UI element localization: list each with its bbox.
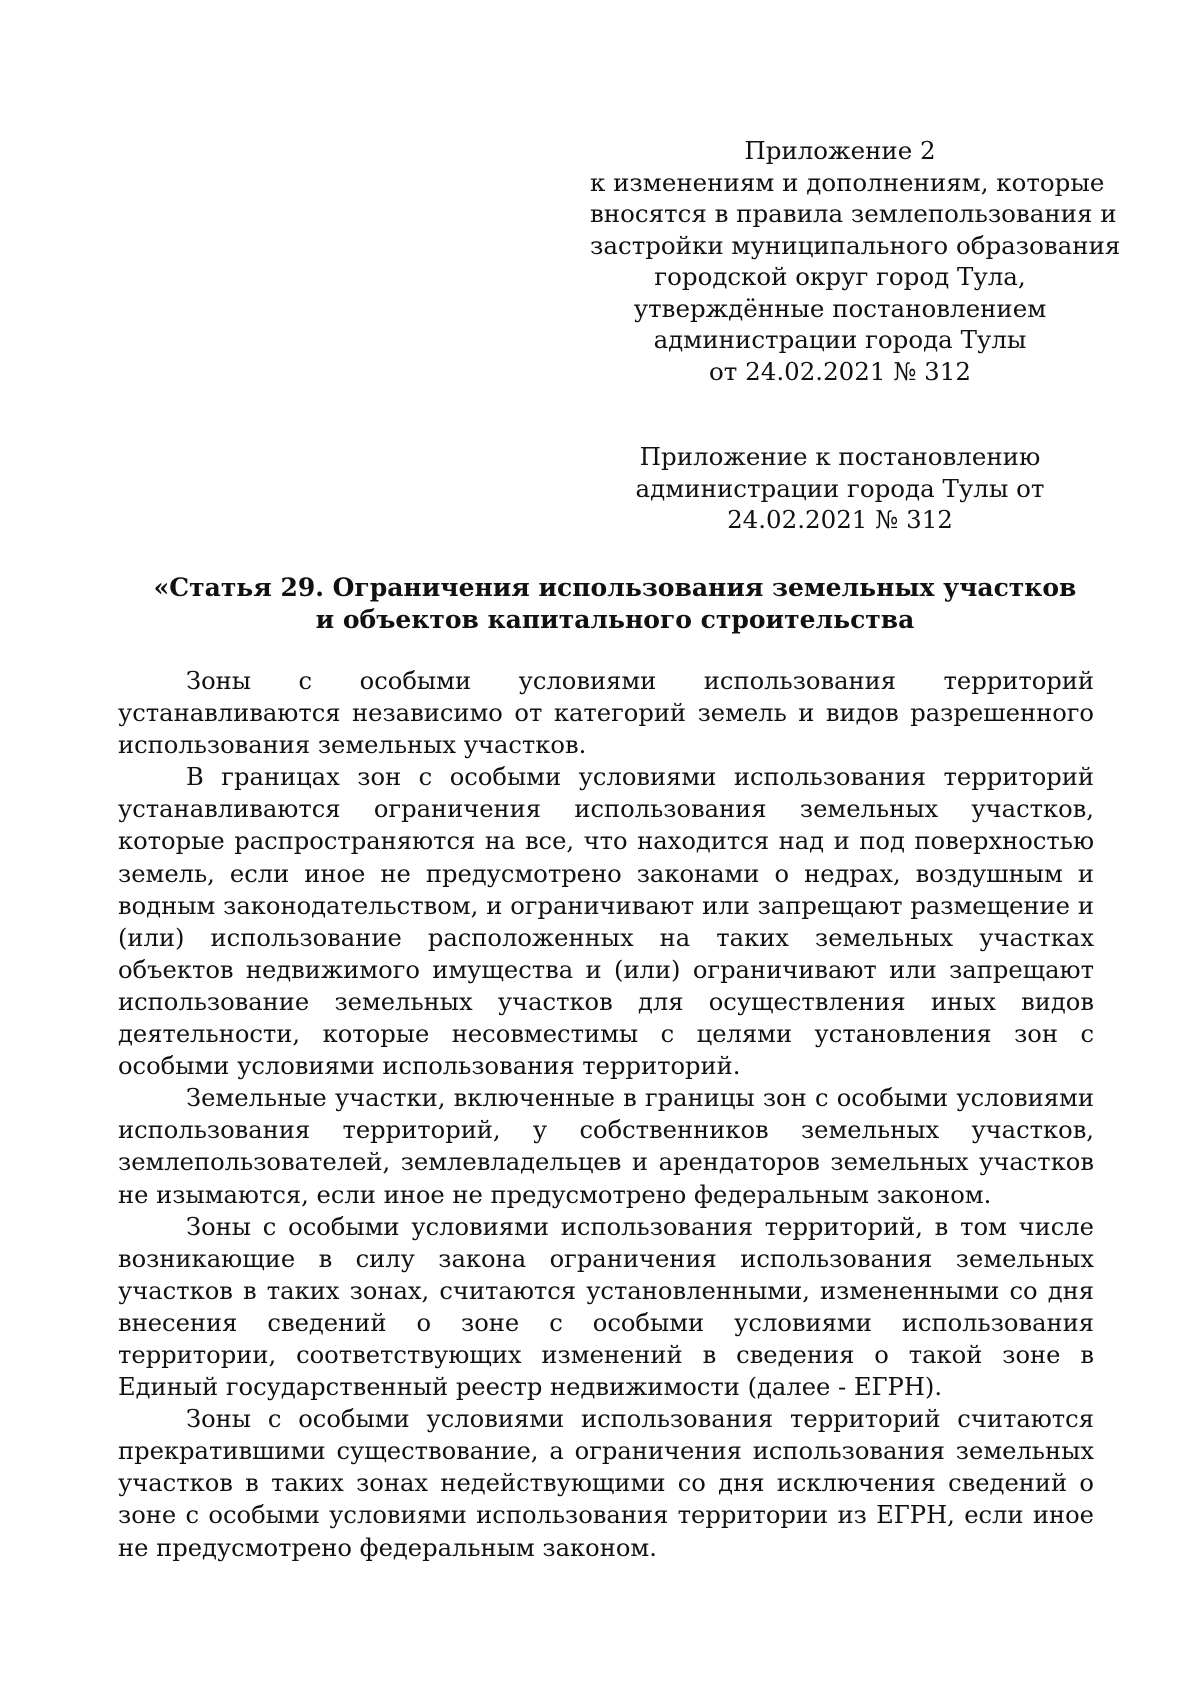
paragraph: Зоны с особыми условиями использования территорий, в том числе возникающие в силу закона ограничения использования земельных участков в таких зонах, считаются установленными, измененными со дня внесения сведений о зоне с особыми условиями использования территории, соответствующих изменений в сведения о такой зоне в Единый государственный реестр недвижимости (далее - ЕГРН). — [118, 1212, 1094, 1402]
appendix-2-header — [590, 135, 1121, 387]
resolution-appendix-line: Приложение к постановлению — [639, 442, 1041, 471]
appendix-2-line: вносятся в правила землепользования и — [590, 199, 1117, 228]
article-body — [118, 665, 1094, 1564]
appendix-2-line: застройки муниципального образования — [590, 230, 1121, 260]
resolution-appendix-line: 24.02.2021 № 312 — [727, 505, 953, 534]
article-title-line: и объектов капитального строительства — [315, 605, 915, 634]
appendix-2-line: утверждённые постановлением — [633, 293, 1047, 323]
article-title-line: «Статья 29. Ограничения использования земельных участков — [153, 573, 1077, 602]
paragraph: Зоны с особыми условиями использования территорий считаются прекратившими существование, а ограничения использования земельных участков в таких зонах недействующими со дня исключения сведений о зоне с особыми условиями использования территории из ЕГРН, если иное не предусмотрено федеральным законом. — [118, 1405, 1094, 1562]
article-title — [150, 572, 1080, 636]
paragraph: В границах зон с особыми условиями использования территорий устанавливаются ограничения использования земельных участков, которые распространяются на все, что находится над и под поверхностью земель, если иное не предусмотрено законами о недрах, воздушным и водным законодательством, и ограничивают или запрещают размещение и (или) использование расположенных на таких земельных участках объектов недвижимого имущества и (или) ограничивают или запрещают использование земельных участков для осуществления иных видов деятельности, которые несовместимы с целями установления зон с особыми условиями использования территорий. — [118, 763, 1094, 1081]
appendix-2-line: Приложение 2 — [744, 136, 936, 165]
appendix-2-line: городской округ город Тула, — [654, 262, 1026, 291]
appendix-2-line: от 24.02.2021 № 312 — [709, 356, 971, 386]
resolution-appendix-header — [590, 441, 1090, 536]
resolution-appendix-line: администрации города Тулы от — [635, 473, 1045, 503]
appendix-2-line: к изменениям и дополнениям, которые — [590, 167, 1105, 197]
paragraph: Зоны с особыми условиями использования территорий устанавливаются независимо от категорий земель и видов разрешенного использования земельных участков. — [118, 667, 1094, 760]
paragraph: Земельные участки, включенные в границы зон с особыми условиями использования территорий, у собственников земельных участков, землепользователей, землевладельцев и арендаторов земельных участков не изымаются, если иное не предусмотрено федеральным законом. — [118, 1084, 1094, 1209]
appendix-2-line: администрации города Тулы — [653, 325, 1027, 354]
